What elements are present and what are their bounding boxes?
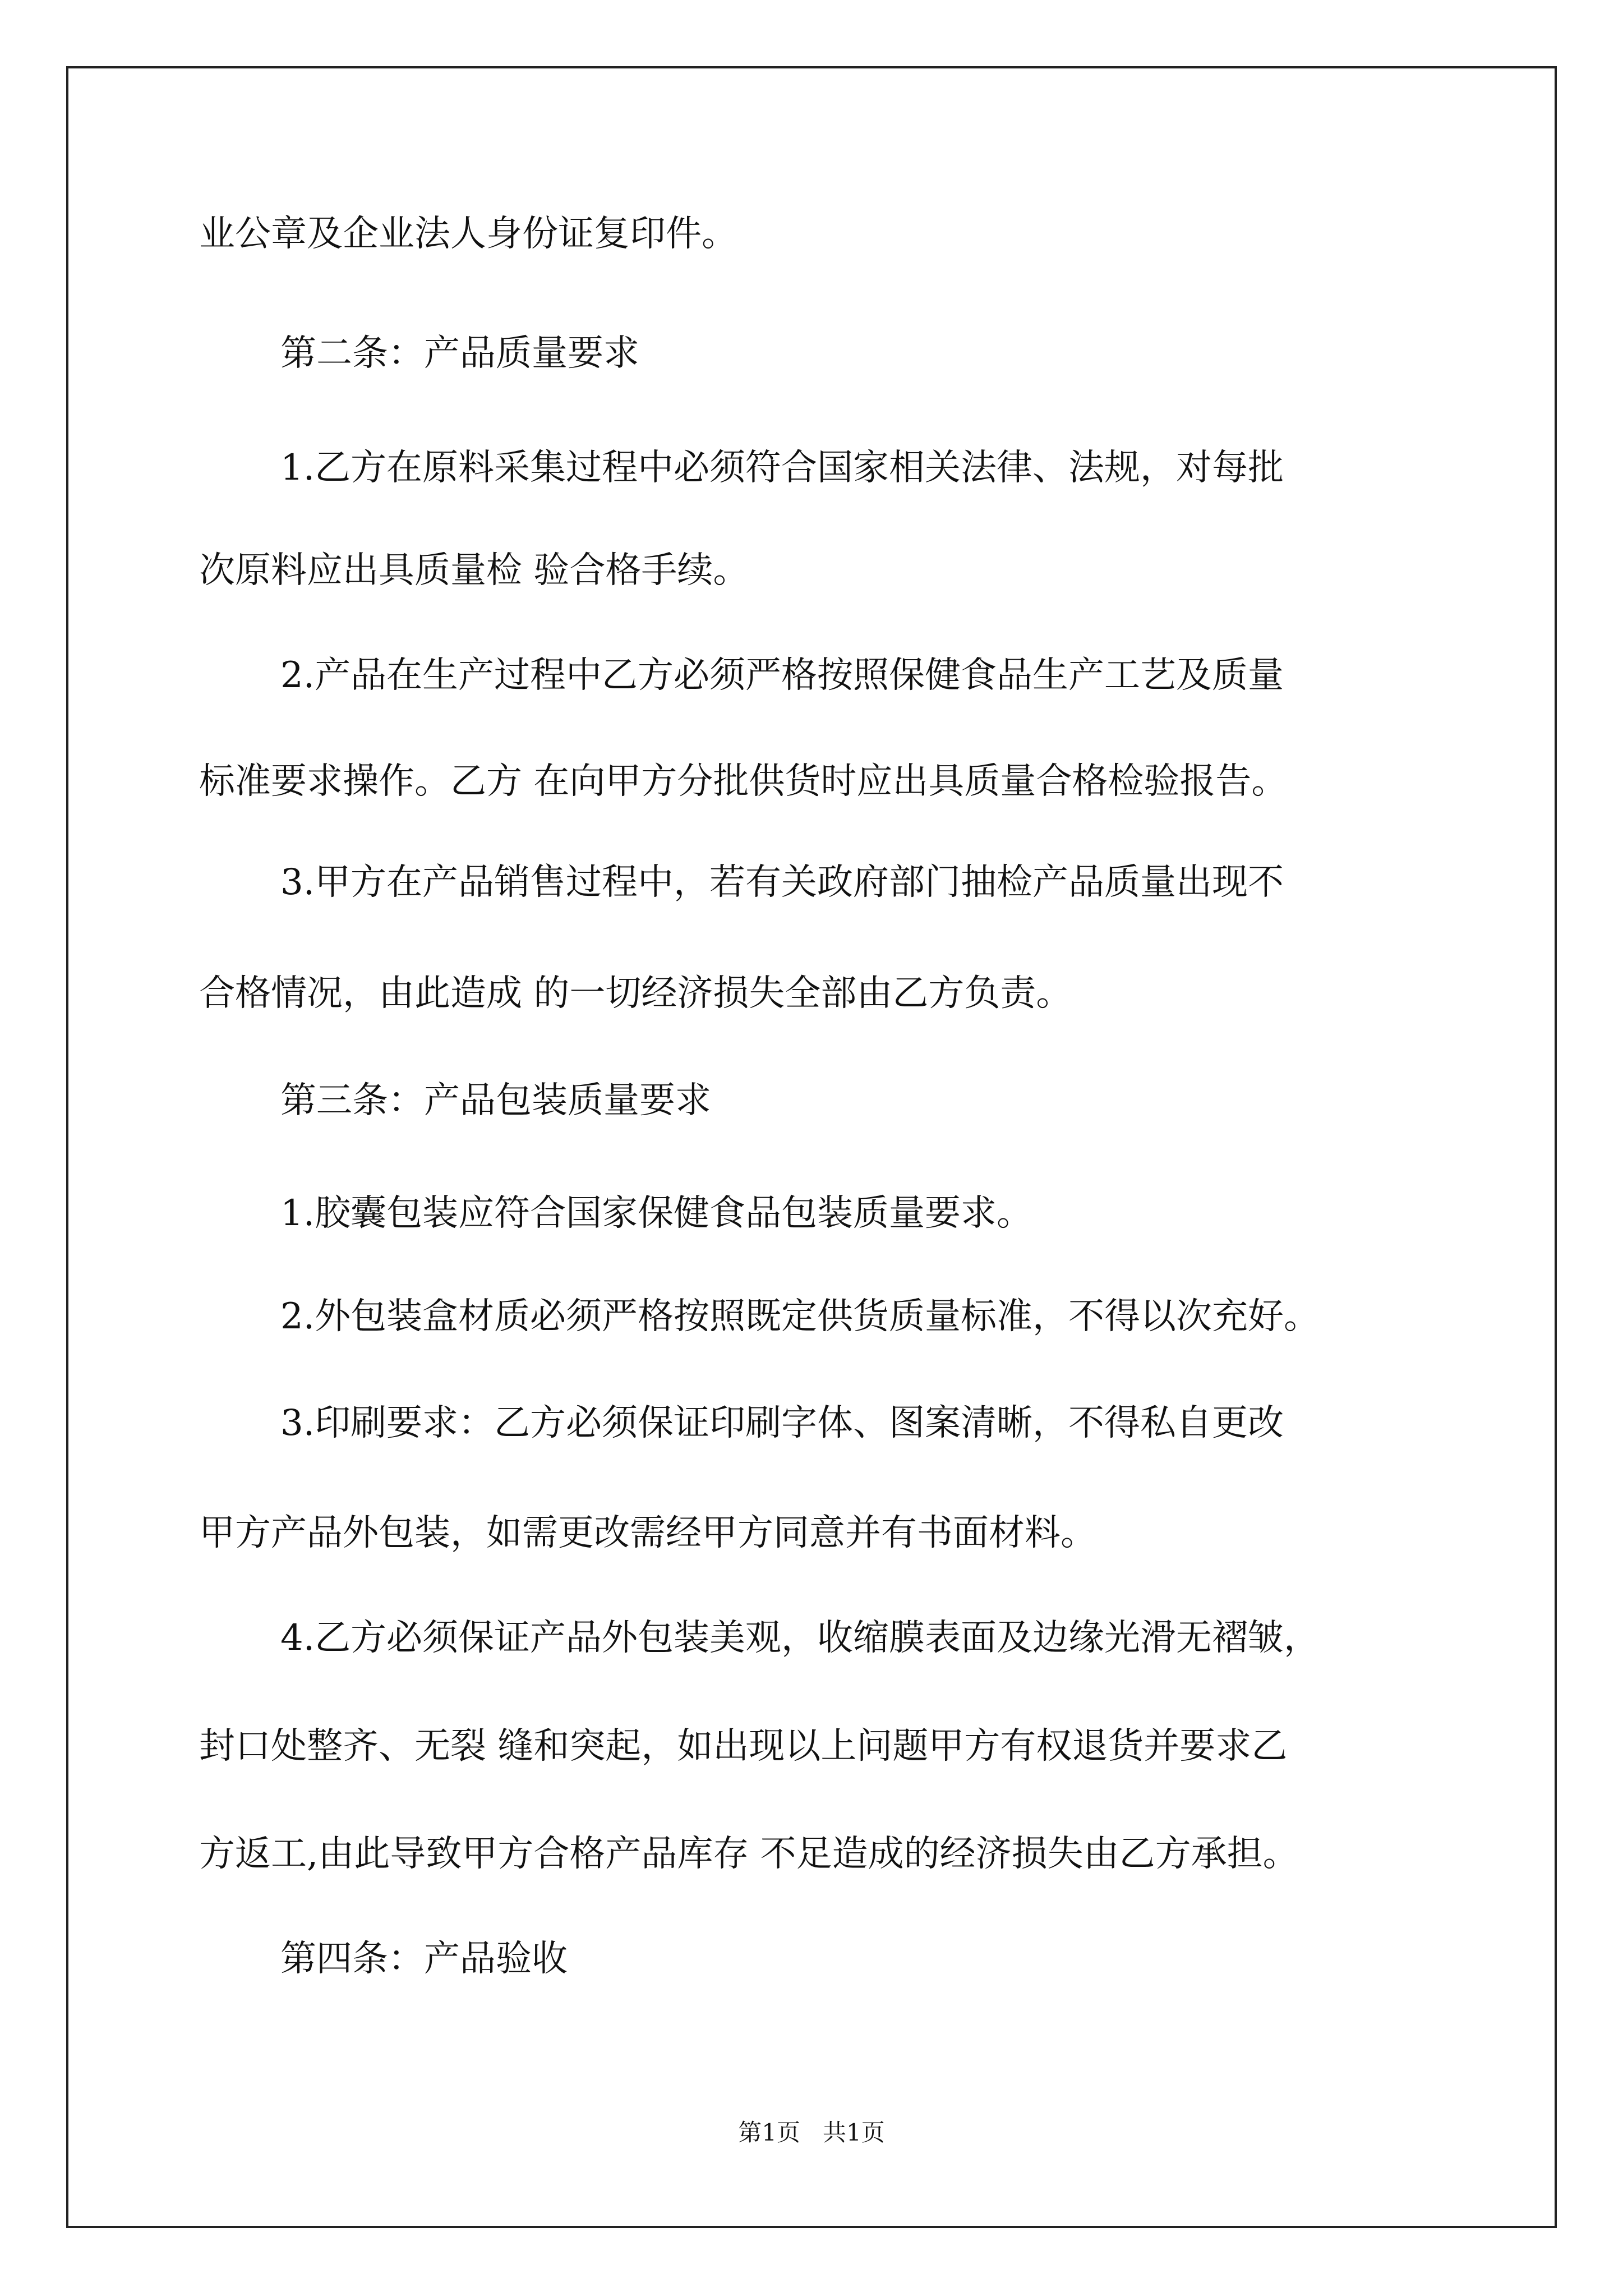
paragraph-line: 4.乙方必须保证产品外包装美观，收缩膜表面及边缘光滑无褶皱， xyxy=(280,1617,1320,1659)
page-number-footer: 第1页 共1页 xyxy=(738,2119,885,2146)
paragraph-line: 封口处整齐、无裂 缝和突起，如出现以上问题甲方有权退货并要求乙 xyxy=(199,1726,1288,1767)
paragraph-line: 3.印刷要求：乙方必须保证印刷字体、图案清晰，不得私自更改 xyxy=(280,1402,1284,1444)
paragraph-line: 业公章及企业法人身份证复印件。 xyxy=(199,213,737,255)
paragraph-line: 1.胶囊包装应符合国家保健食品包装质量要求。 xyxy=(280,1193,1033,1234)
paragraph-line: 1.乙方在原料采集过程中必须符合国家相关法律、法规，对每批 xyxy=(280,447,1284,489)
paragraph-line: 甲方产品外包装，如需更改需经甲方同意并有书面材料。 xyxy=(199,1512,1096,1554)
page-border xyxy=(66,66,1557,2228)
paragraph-line: 标准要求操作。乙方 在向甲方分批供货时应出具质量合格检验报告。 xyxy=(199,761,1288,802)
paragraph-line: 3.甲方在产品销售过程中，若有关政府部门抽检产品质量出现不 xyxy=(280,862,1284,903)
paragraph-line: 次原料应出具质量检 验合格手续。 xyxy=(199,550,749,591)
section-heading: 第二条：产品质量要求 xyxy=(280,333,639,374)
paragraph-line: 2.外包装盒材质必须严格按照既定供货质量标准，不得以次充好。 xyxy=(280,1296,1320,1337)
paragraph-line: 方返工,由此导致甲方合格产品库存 不足造成的经济损失由乙方承担。 xyxy=(199,1833,1299,1875)
section-heading: 第四条：产品验收 xyxy=(280,1938,568,1980)
paragraph-line: 合格情况，由此造成 的一切经济损失全部由乙方负责。 xyxy=(199,973,1072,1014)
section-heading: 第三条：产品包装质量要求 xyxy=(280,1080,711,1121)
paragraph-line: 2.产品在生产过程中乙方必须严格按照保健食品生产工艺及质量 xyxy=(280,655,1284,696)
